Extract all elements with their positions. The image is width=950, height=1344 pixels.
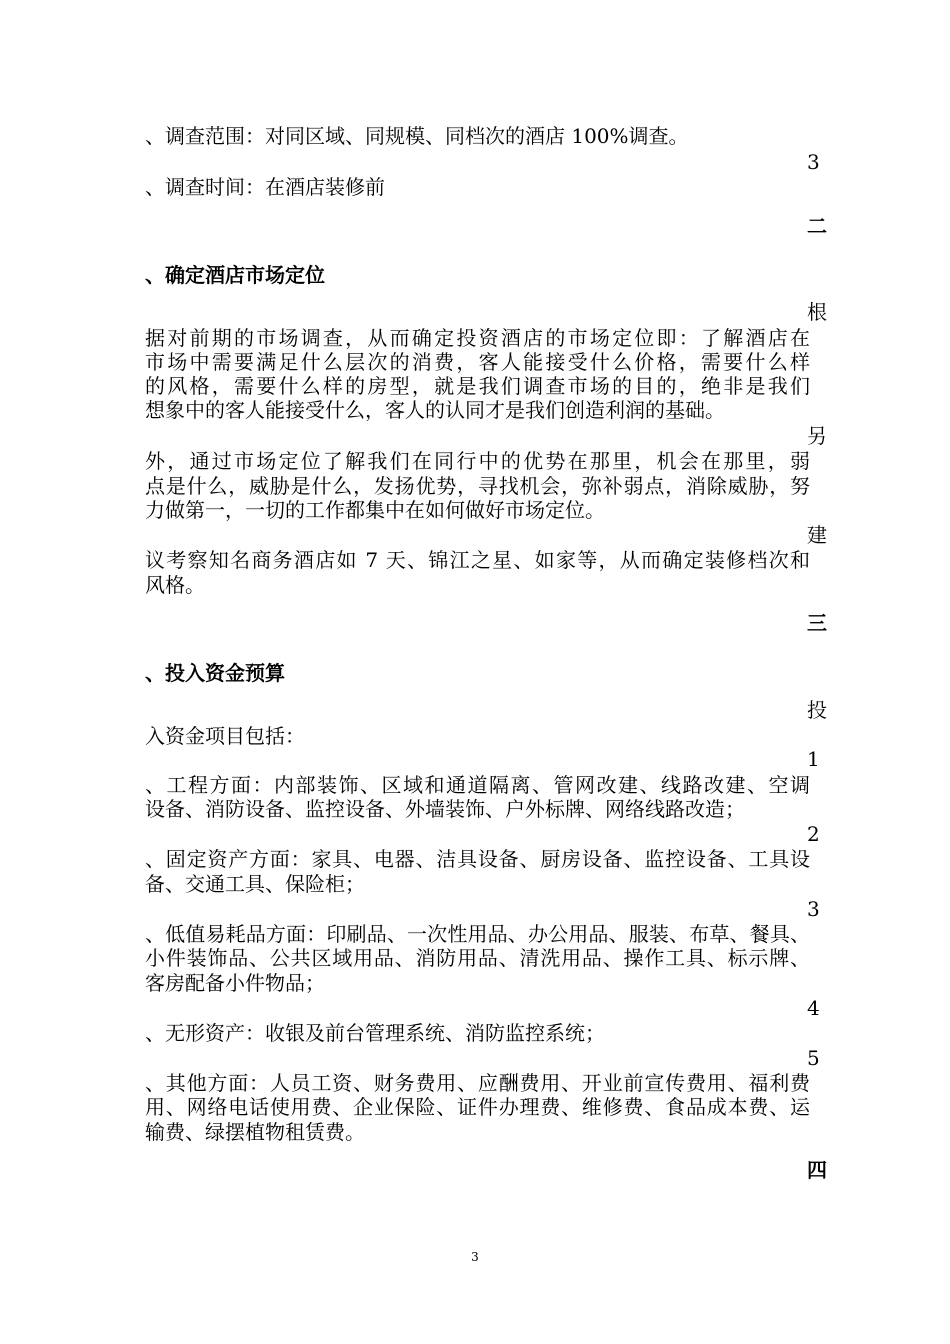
paragraph-line: 市场中需要满足什么层次的消费，客人能接受什么价格，需要什么样 bbox=[145, 350, 810, 374]
survey-scope-line: 、调查范围：对同区域、同规模、同档次的酒店 100%调查。 bbox=[145, 124, 689, 148]
list-item-line: 、固定资产方面：家具、电器、洁具设备、厨房设备、监控设备、工具设 bbox=[145, 847, 810, 871]
list-number-4: 4 bbox=[807, 996, 820, 1020]
paragraph-line: 据对前期的市场调查，从而确定投资酒店的市场定位即：了解酒店在 bbox=[145, 326, 810, 350]
paragraph-line: 外，通过市场定位了解我们在同行中的优势在那里，机会在那里，弱 bbox=[145, 449, 810, 473]
paragraph-line: 风格。 bbox=[145, 573, 205, 597]
paragraph-line: 想象中的客人能接受什么，客人的认同才是我们创造利润的基础。 bbox=[145, 398, 725, 422]
section-heading-market-positioning: 、确定酒店市场定位 bbox=[145, 263, 325, 287]
paragraph-line: 力做第一，一切的工作都集中在如何做好市场定位。 bbox=[145, 498, 605, 522]
section-number-3: 三 bbox=[807, 611, 827, 635]
paragraph-line: 议考察知名商务酒店如 7 天、锦江之星、如家等，从而确定装修档次和 bbox=[145, 548, 810, 572]
list-item-line: 、其他方面：人员工资、财务费用、应酬费用、开业前宣传费用、福利费 bbox=[145, 1071, 810, 1095]
paragraph-lead-char-gen: 根 bbox=[807, 300, 827, 324]
list-item-line: 设备、消防设备、监控设备、外墙装饰、户外标牌、网络线路改造； bbox=[145, 797, 745, 821]
section-number-4: 四 bbox=[807, 1158, 827, 1182]
page-number: 3 bbox=[471, 1250, 479, 1264]
paragraph-line: 入资金项目包括： bbox=[145, 724, 305, 748]
list-number-1: 1 bbox=[807, 747, 820, 771]
list-number-3: 3 bbox=[807, 897, 820, 921]
list-item-line: 用、网络电话使用费、企业保险、证件办理费、维修费、食品成本费、运 bbox=[145, 1095, 810, 1119]
section-number-2: 二 bbox=[807, 214, 827, 238]
list-number-5: 5 bbox=[807, 1046, 820, 1070]
list-item-line: 客房配备小件物品； bbox=[145, 971, 325, 995]
list-item-line: 备、交通工具、保险柜； bbox=[145, 872, 365, 896]
survey-time-line: 、调查时间：在酒店装修前 bbox=[145, 175, 385, 199]
paragraph-lead-char-ling: 另 bbox=[807, 424, 827, 448]
list-item-line: 小件装饰品、公共区域用品、消防用品、清洗用品、操作工具、标示牌、 bbox=[145, 946, 810, 970]
list-number-2: 2 bbox=[807, 822, 820, 846]
list-item-line: 、低值易耗品方面：印刷品、一次性用品、办公用品、服装、布草、餐具、 bbox=[145, 922, 810, 946]
paragraph-line: 点是什么，威胁是什么，发扬优势，寻找机会，弥补弱点，消除威胁，努 bbox=[145, 474, 810, 498]
list-item-line: 输费、绿摆植物租赁费。 bbox=[145, 1120, 365, 1144]
section-heading-investment-budget: 、投入资金预算 bbox=[145, 661, 285, 685]
list-item-line: 、无形资产：收银及前台管理系统、消防监控系统； bbox=[145, 1021, 605, 1045]
paragraph-lead-char-jian: 建 bbox=[807, 523, 827, 547]
list-item-line: 、工程方面：内部装饰、区域和通道隔离、管网改建、线路改建、空调 bbox=[145, 773, 810, 797]
paragraph-lead-char-tou: 投 bbox=[807, 698, 827, 722]
paragraph-line: 的风格，需要什么样的房型，就是我们调查市场的目的，绝非是我们 bbox=[145, 374, 810, 398]
list-number-3: 3 bbox=[807, 150, 820, 174]
